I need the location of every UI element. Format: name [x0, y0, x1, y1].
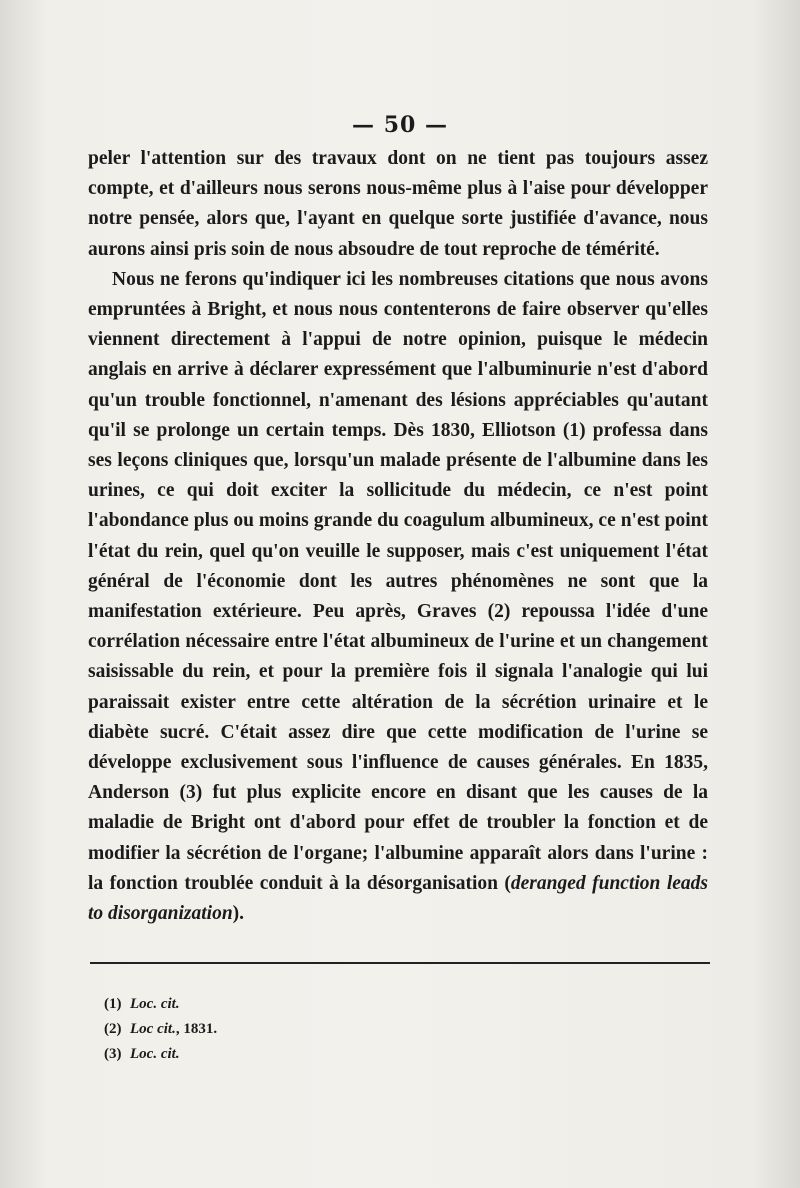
body-text: [88, 144, 708, 929]
footnote-number: (2): [104, 1021, 122, 1037]
paragraph-2: [88, 265, 708, 929]
footnote-reference: Loc. cit.: [130, 996, 180, 1012]
footnote-divider: [90, 962, 710, 964]
footnote-number: (3): [104, 1046, 122, 1062]
footnote-reference: Loc. cit.: [130, 1046, 180, 1062]
paragraph-2-end: ).: [232, 903, 245, 925]
footnote-3: [104, 1042, 604, 1067]
footnote-reference: Loc cit.: [130, 1021, 176, 1037]
paragraph-2-emphasis: deranged function leads to disorganization: [88, 872, 708, 925]
footnotes: [104, 992, 604, 1067]
footnote-extra: , 1831.: [175, 1021, 218, 1037]
page-number: — 50 —: [352, 112, 448, 138]
paragraph-1: peler l'attention sur des travaux dont on ne tient pas toujours assez compte, et d'ailleurs nous serons nous-même plus à l'aise pour développer notre pensée, alors que, l'ayant en quelque sorte justifiée d'avance, nous aurons ainsi pris soin de nous absoudre de tout reproche de témérité.: [88, 148, 708, 260]
footnote-number: (1): [104, 996, 122, 1012]
paragraph-2-text: Nous ne ferons qu'indiquer ici les nombreuses citations que nous avons empruntées à Bright, et nous nous contenterons de faire observer qu'elles viennent directement à l'appui de notre opinion, puisque le médecin anglais en arrive à déclarer expressément que l'albuminurie n'est d'abord qu'un trouble fonctionnel, n'amenant des lésions appréciables qu'autant qu'il se prolonge un certain temps. Dès 1830, Elliotson (1) professa dans ses leçons cliniques que, lorsqu'un malade présente de l'albumine dans les urines, ce qui doit exciter la sollicitude du médecin, ce n'est point l'abondance plus ou moins grande du coagulum albumineux, ce n'est point l'état du rein, quel qu'on veuille le supposer, mais c'est uniquement l'état général de l'économie dont les autres phénomènes ne sont que la manifestation extérieure. Peu après, Graves (2) repoussa l'idée d'une corrélation nécessaire entre l'état albumineux de l'urine et un changement saisissable du rein, et pour la première fois il signala l'analogie qui lui paraissait exister entre cette altération de la sécrétion urinaire et le diabète sucré. C'était assez dire que cette modification de l'urine se développe exclusivement sous l'influence de causes générales. En 1835, Anderson (3) fut plus explicite encore en disant que les causes de la maladie de Bright ont d'abord pour effet de troubler la fonction et de modifier la sécrétion de l'organe; l'albumine apparaît alors dans l'urine : la fonction troublée conduit à la désorganisation (: [88, 268, 708, 894]
footnote-2: [104, 1017, 604, 1042]
footnote-1: [104, 992, 604, 1017]
